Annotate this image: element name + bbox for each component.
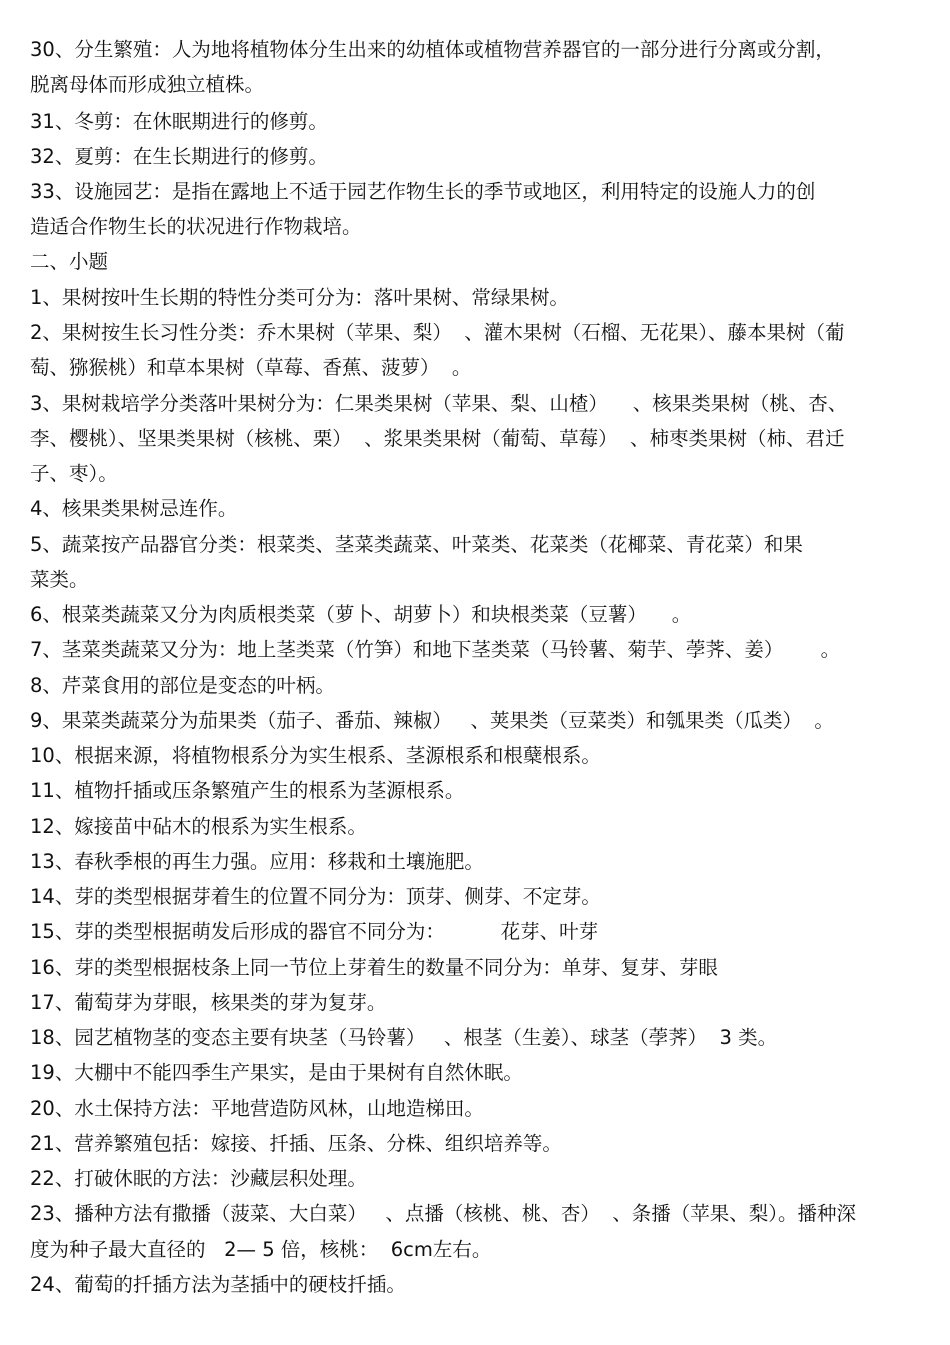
text-line: 7、茎菜类蔬菜又分为：地上茎类菜（竹笋）和地下茎类菜（马铃薯、菊芋、荸荠、姜） 。 [30, 638, 841, 661]
text-line: 32、夏剪：在生长期进行的修剪。 [30, 145, 328, 168]
text-line: 10、根据来源，将植物根系分为实生根系、茎源根系和根蘖根系。 [30, 744, 601, 767]
text-line: 31、冬剪：在休眠期进行的修剪。 [30, 110, 328, 133]
text-line: 13、春秋季根的再生力强。应用：移栽和土壤施肥。 [30, 850, 484, 873]
text-line: 14、芽的类型根据芽着生的位置不同分为：顶芽、侧芽、不定芽。 [30, 885, 601, 908]
text-line: 6、根菜类蔬菜又分为肉质根类菜（萝卜、胡萝卜）和块根类菜（豆薯） 。 [30, 603, 692, 626]
text-line: 1、果树按叶生长期的特性分类可分为：落叶果树、常绿果树。 [30, 286, 569, 309]
text-line: 菜类。 [30, 568, 89, 591]
text-line: 23、播种方法有撒播（菠菜、大白菜） 、点播（核桃、桃、杏） 、条播（苹果、梨）。播种深 [30, 1202, 857, 1225]
text-line: 萄、猕猴桃）和草本果树（草莓、香蕉、菠萝） 。 [30, 356, 472, 379]
text-line: 2、果树按生长习性分类：乔木果树（苹果、梨） 、灌木果树（石榴、无花果）、藤本果树（葡 [30, 321, 845, 344]
text-line: 17、葡萄芽为芽眼，核果类的芽为复芽。 [30, 991, 387, 1014]
text-line: 30、分生繁殖：人为地将植物体分生出来的幼植体或植物营养器官的一部分进行分离或分割， [30, 38, 835, 61]
text-line: 5、蔬菜按产品器官分类：根菜类、茎菜类蔬菜、叶菜类、花菜类（花椰菜、青花菜）和果 [30, 533, 803, 556]
text-line: 9、果菜类蔬菜分为茄果类（茄子、番茄、辣椒） 、荚果类（豆菜类）和瓠果类（瓜类） 。 [30, 709, 834, 732]
text-line: 12、嫁接苗中砧木的根系为实生根系。 [30, 815, 367, 838]
text-line: 4、核果类果树忌连作。 [30, 497, 238, 520]
text-line: 李、樱桃）、坚果类果树（核桃、栗） 、浆果类果树（葡萄、草莓） 、柿枣类果树（柿、君迁 [30, 427, 845, 450]
text-line: 24、葡萄的扦插方法为茎插中的硬枝扦插。 [30, 1273, 406, 1296]
text-line: 子、枣）。 [30, 462, 118, 485]
text-line: 18、园艺植物茎的变态主要有块茎（马铃薯） 、根茎（生姜）、球茎（荸荠） 3 类。 [30, 1026, 778, 1049]
text-line: 15、芽的类型根据萌发后形成的器官不同分为： 花芽、叶芽 [30, 920, 599, 943]
text-line: 20、水土保持方法：平地营造防风林，山地造梯田。 [30, 1097, 484, 1120]
text-line: 3、果树栽培学分类落叶果树分为：仁果类果树（苹果、梨、山楂） 、核果类果树（桃、杏、 [30, 392, 848, 415]
text-line: 度为种子最大直径的 2— 5 倍，核桃： 6cm左右。 [30, 1238, 492, 1261]
text-line: 造适合作物生长的状况进行作物栽培。 [30, 215, 362, 238]
text-line: 33、设施园艺：是指在露地上不适于园艺作物生长的季节或地区，利用特定的设施人力的创 [30, 180, 816, 203]
text-line: 脱离母体而形成独立植株。 [30, 73, 265, 96]
text-line: 21、营养繁殖包括：嫁接、扦插、压条、分株、组织培养等。 [30, 1132, 562, 1155]
text-line: 22、打破休眠的方法：沙藏层积处理。 [30, 1167, 367, 1190]
text-line: 16、芽的类型根据枝条上同一节位上芽着生的数量不同分为：单芽、复芽、芽眼 [30, 956, 718, 979]
text-line: 19、大棚中不能四季生产果实，是由于果树有自然休眠。 [30, 1061, 523, 1084]
text-line: 8、芹菜食用的部位是变态的叶柄。 [30, 674, 335, 697]
text-line: 11、植物扦插或压条繁殖产生的根系为茎源根系。 [30, 779, 465, 802]
section-heading: 二、小题 [30, 250, 109, 273]
